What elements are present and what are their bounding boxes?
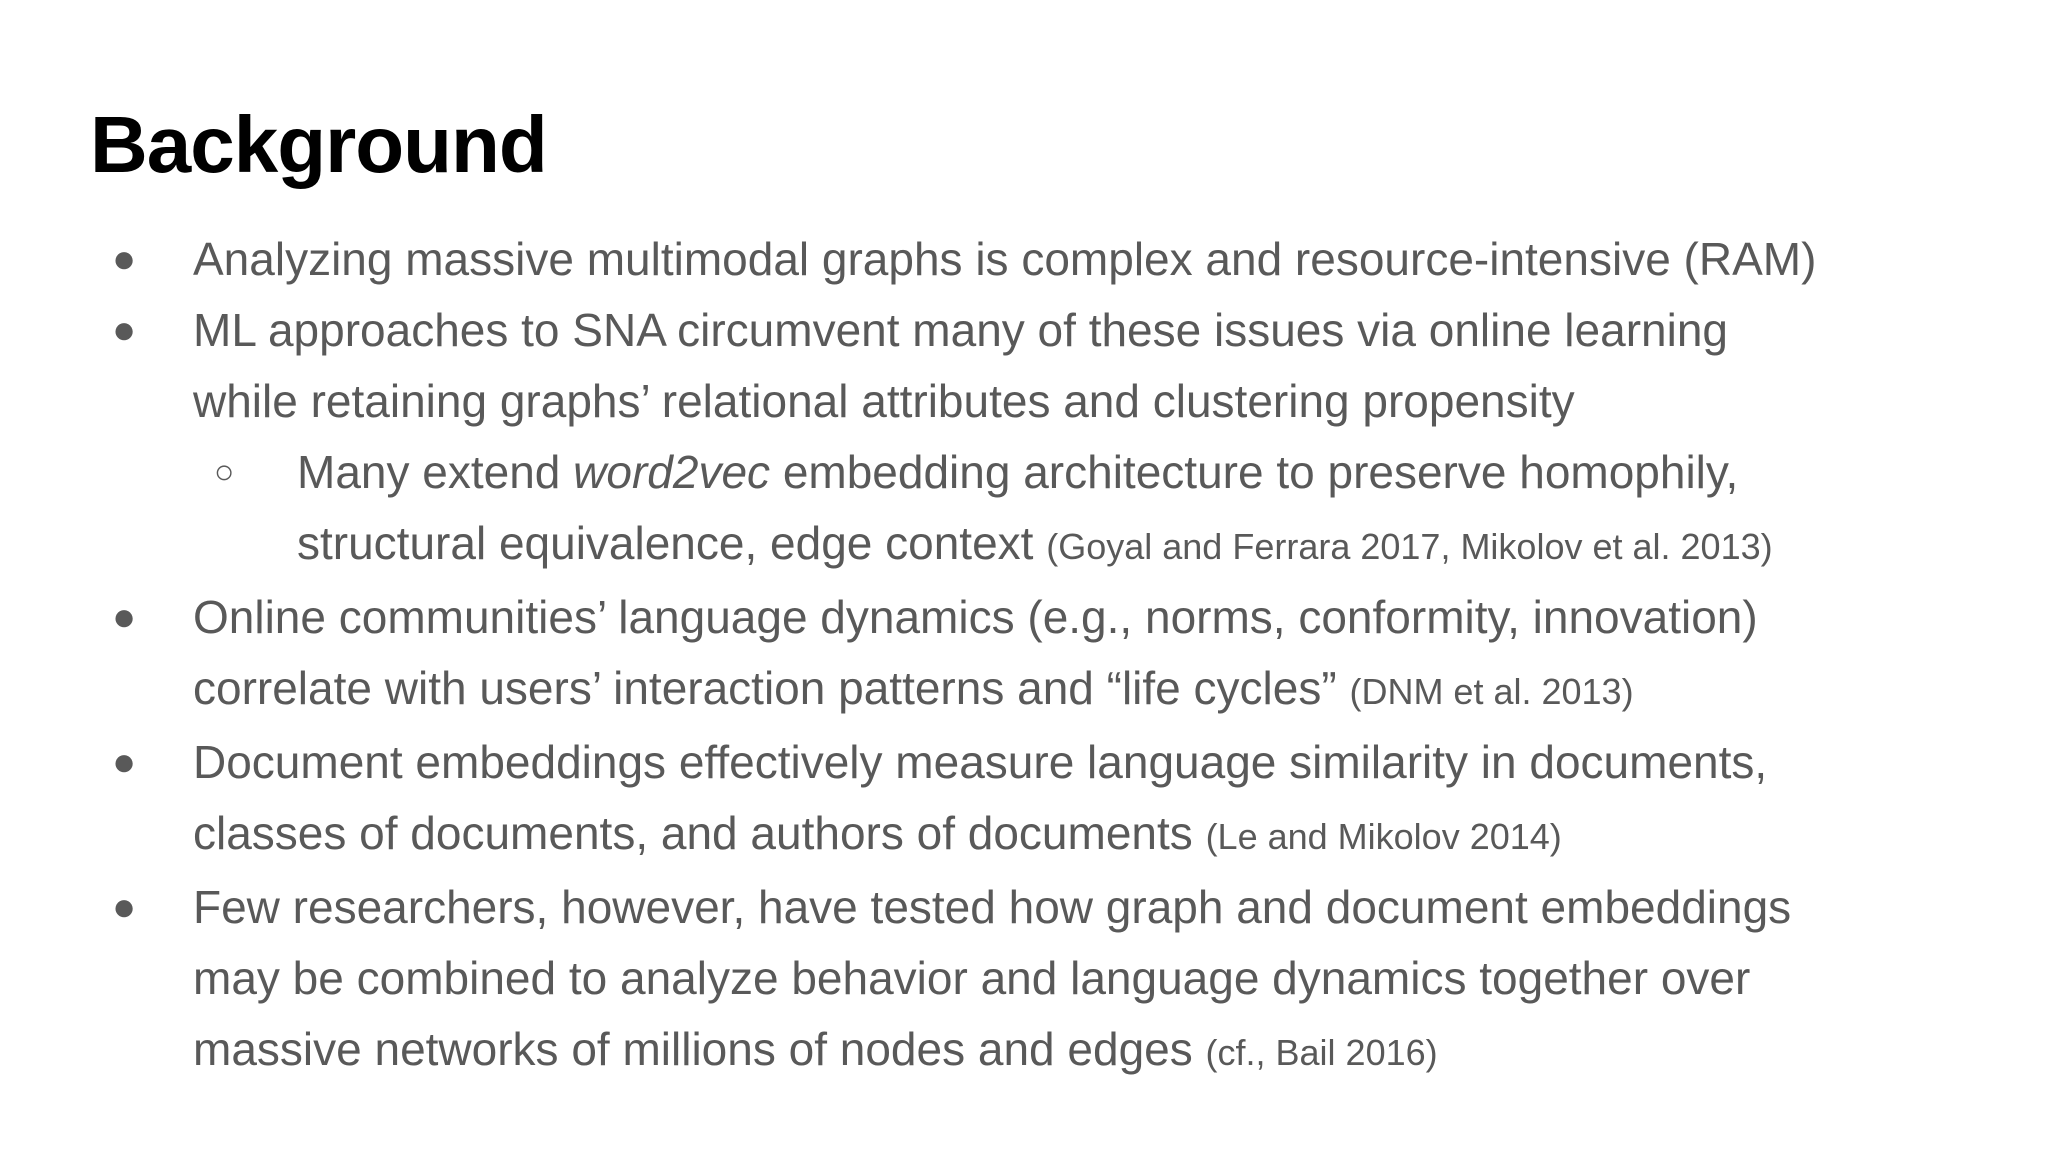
sub-bullet-item (0, 437, 1997, 582)
bullet-marker-icon: ● (112, 595, 137, 639)
bullet-text-line: ML approaches to SNA circumvent many of these issues via online learning (193, 304, 1728, 356)
bullet-text: Analyzing massive multimodal graphs is complex and resource-intensive (RAM) (193, 233, 1817, 285)
bullet-marker-icon: ● (112, 237, 137, 281)
bullet-item (0, 224, 1993, 295)
bullet-text-line: correlate with users’ interaction patterns and “life cycles” (193, 662, 1350, 714)
bullet-item (0, 727, 1993, 872)
bullet-text-line: Document embeddings effectively measure language similarity in documents, (193, 736, 1768, 788)
sub-bullet-emphasis: word2vec (573, 446, 771, 498)
bullet-marker-icon: ● (112, 308, 137, 352)
bullet-marker-icon: ● (112, 740, 137, 784)
citation: (Goyal and Ferrara 2017, Mikolov et al. 2013) (1046, 526, 1773, 567)
sub-bullet-text-line: structural equivalence, edge context (297, 517, 1047, 569)
bullet-list (0, 224, 2048, 1088)
bullet-item (0, 295, 1993, 437)
citation: (cf., Bail 2016) (1205, 1032, 1438, 1073)
sub-bullet-prefix: Many extend (297, 446, 574, 498)
bullet-item (0, 872, 1993, 1088)
bullet-text-line: massive networks of millions of nodes and edges (193, 1023, 1206, 1075)
sub-bullet-suffix: embedding architecture to preserve homophily, (770, 446, 1739, 498)
sub-bullet-marker-icon: ○ (214, 453, 235, 491)
bullet-text-line: classes of documents, and authors of documents (193, 807, 1206, 859)
bullet-text-line: may be combined to analyze behavior and language dynamics together over (193, 952, 1751, 1004)
citation: (Le and Mikolov 2014) (1205, 816, 1562, 857)
bullet-text-line: Few researchers, however, have tested how graph and document embeddings (193, 881, 1792, 933)
bullet-item (0, 582, 1993, 727)
citation: (DNM et al. 2013) (1349, 671, 1634, 712)
slide-title: Background (90, 100, 547, 189)
bullet-marker-icon: ● (112, 885, 137, 929)
bullet-text-line: Online communities’ language dynamics (e.g., norms, conformity, innovation) (193, 591, 1758, 643)
bullet-text-line: while retaining graphs’ relational attributes and clustering propensity (193, 375, 1575, 427)
